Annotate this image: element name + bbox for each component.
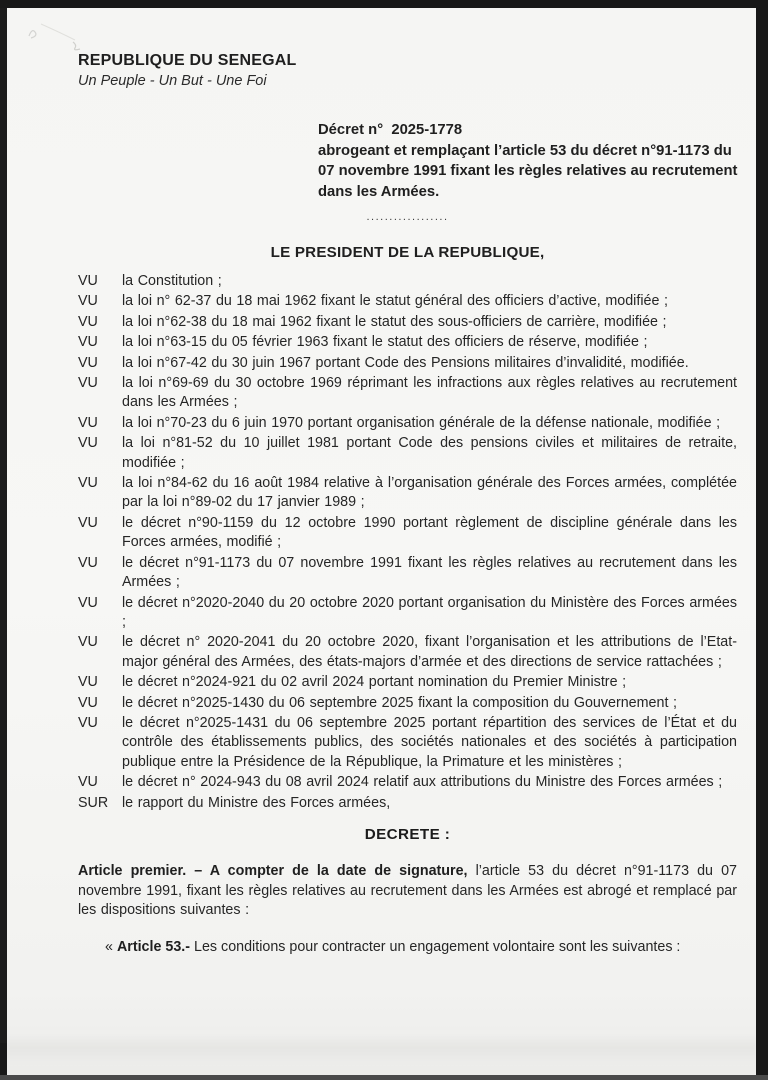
visa-row xyxy=(78,414,737,433)
visa-text: le décret n°2025-1431 du 06 septembre 2025 portant répartition des services de l’État et du contrôle des établissements publics, des sociétés nationales et des sociétés à participation publique entre la Présidence de la République, la Primature et les ministères ; xyxy=(122,714,737,770)
decree-title-block xyxy=(318,120,742,202)
article-premier-paragraph xyxy=(78,862,737,921)
visa-label: VU xyxy=(78,634,98,651)
decrete-heading: DECRETE : xyxy=(364,825,451,843)
visa-label: SUR xyxy=(78,794,109,811)
visa-row xyxy=(78,673,737,692)
salutation-heading: LE PRESIDENT DE LA REPUBLIQUE, xyxy=(270,244,545,261)
visa-text: le rapport du Ministre des Forces armées, xyxy=(122,794,391,811)
visa-row xyxy=(78,633,737,672)
article-53-open-quote: « xyxy=(105,938,117,955)
visa-label: VU xyxy=(78,714,98,731)
decree-subject: abrogeant et remplaçant l’article 53 du décret n°91-1173 du 07 novembre 1991 fixant les règles relatives au recrutement dans les Armées. xyxy=(318,142,738,200)
visa-label: VU xyxy=(78,774,98,791)
visa-label: VU xyxy=(78,414,98,431)
article-premier-body: l’article 53 du décret n°91-1173 du 07 novembre 1991, fixant les règles relatives au recrutement dans les Armées est abrogé et remplacé par les dispositions suivantes : xyxy=(78,862,737,919)
visa-label: VU xyxy=(78,554,98,571)
decree-number: Décret n° 2025-1778 xyxy=(318,122,463,138)
visa-text: la loi n°81-52 du 10 juillet 1981 portant Code des pensions civiles et militaires de retraite, modifiée ; xyxy=(122,435,737,471)
visa-text: la loi n°63-15 du 05 février 1963 fixant le statut des officiers de réserve, modifiée ; xyxy=(122,334,648,351)
visa-list xyxy=(78,272,737,813)
article-premier-lead: Article premier. – A compter de la date de signature, xyxy=(78,862,468,879)
visa-text: la loi n° 62-37 du 18 mai 1962 fixant le statut général des officiers d’active, modifiée ; xyxy=(122,293,668,310)
visa-text: le décret n°2024-921 du 02 avril 2024 portant nomination du Premier Ministre ; xyxy=(122,674,627,691)
visa-row xyxy=(78,313,737,332)
visa-label: VU xyxy=(78,354,98,371)
visa-row xyxy=(78,694,737,713)
visa-text: la loi n°67-42 du 30 juin 1967 portant Code des Pensions militaires d’invalidité, modifiée. xyxy=(122,354,689,371)
visa-row xyxy=(78,272,737,291)
visa-label: VU xyxy=(78,313,98,330)
visa-text: le décret n°2020-2040 du 20 octobre 2020 portant organisation du Ministère des Forces armées ; xyxy=(122,594,737,630)
visa-label: VU xyxy=(78,273,98,289)
visa-row xyxy=(78,474,737,513)
visa-label: VU xyxy=(78,674,98,691)
document-content xyxy=(7,8,756,957)
letterhead xyxy=(78,52,737,89)
visa-row xyxy=(78,594,737,633)
visa-text: la loi n°62-38 du 18 mai 1962 fixant le statut des sous-officiers de carrière, modifiée ; xyxy=(122,313,667,330)
visa-label: VU xyxy=(78,334,98,351)
visa-label: VU xyxy=(78,694,98,711)
scan-bottom-smudge xyxy=(7,1035,756,1065)
visa-text: la Constitution ; xyxy=(122,273,222,289)
visa-row xyxy=(78,554,737,593)
visa-row xyxy=(78,292,737,311)
scan-border-left xyxy=(0,8,7,1043)
national-motto: Un Peuple - Un But - Une Foi xyxy=(78,73,267,89)
visa-row xyxy=(78,514,737,553)
visa-row xyxy=(78,354,737,373)
article-53-lead: Article 53.- xyxy=(116,938,191,955)
visa-row xyxy=(78,794,737,813)
article-53-body: Les conditions pour contracter un engagement volontaire sont les suivantes : xyxy=(190,938,681,955)
visa-text: le décret n° 2020-2041 du 20 octobre 2020, fixant l’organisation et les attributions de l’Etat-major général des Armées, des états-majors d’armée et des directions de service rattachées ; xyxy=(122,634,737,670)
visa-label: VU xyxy=(78,435,98,452)
paper-scan xyxy=(7,8,756,1075)
visa-row xyxy=(78,434,737,473)
visa-label: VU xyxy=(78,293,98,310)
visa-text: la loi n°70-23 du 6 juin 1970 portant organisation générale de la défense nationale, modifiée ; xyxy=(122,414,721,431)
visa-text: le décret n°2025-1430 du 06 septembre 2025 fixant la composition du Gouvernement ; xyxy=(122,694,677,711)
country-name: REPUBLIQUE DU SENEGAL xyxy=(78,52,297,69)
dotted-separator: .................. xyxy=(366,211,449,223)
visa-row xyxy=(78,374,737,413)
visa-text: le décret n°91-1173 du 07 novembre 1991 fixant les règles relatives au recrutement dans les Armées ; xyxy=(122,554,737,591)
visa-text: la loi n°69-69 du 30 octobre 1969 réprimant les infractions aux règles relatives au recrutement dans les Armées ; xyxy=(122,375,737,411)
scan-border-bottom xyxy=(0,1075,768,1080)
article-53-paragraph xyxy=(78,938,737,958)
visa-row xyxy=(78,333,737,352)
visa-label: VU xyxy=(78,594,98,611)
visa-text: le décret n° 2024-943 du 08 avril 2024 relatif aux attributions du Ministre des Forces armées ; xyxy=(122,774,723,791)
visa-label: VU xyxy=(78,475,98,492)
visa-label: VU xyxy=(78,375,98,392)
visa-row xyxy=(78,773,737,792)
visa-text: la loi n°84-62 du 16 août 1984 relative à l’organisation générale des Forces armées, complétée par la loi n°89-02 du 17 janvier 1989 ; xyxy=(122,475,737,511)
visa-row xyxy=(78,714,737,772)
visa-label: VU xyxy=(78,514,98,531)
visa-text: le décret n°90-1159 du 12 octobre 1990 portant règlement de discipline générale dans les Forces armées, modifié ; xyxy=(122,514,737,551)
